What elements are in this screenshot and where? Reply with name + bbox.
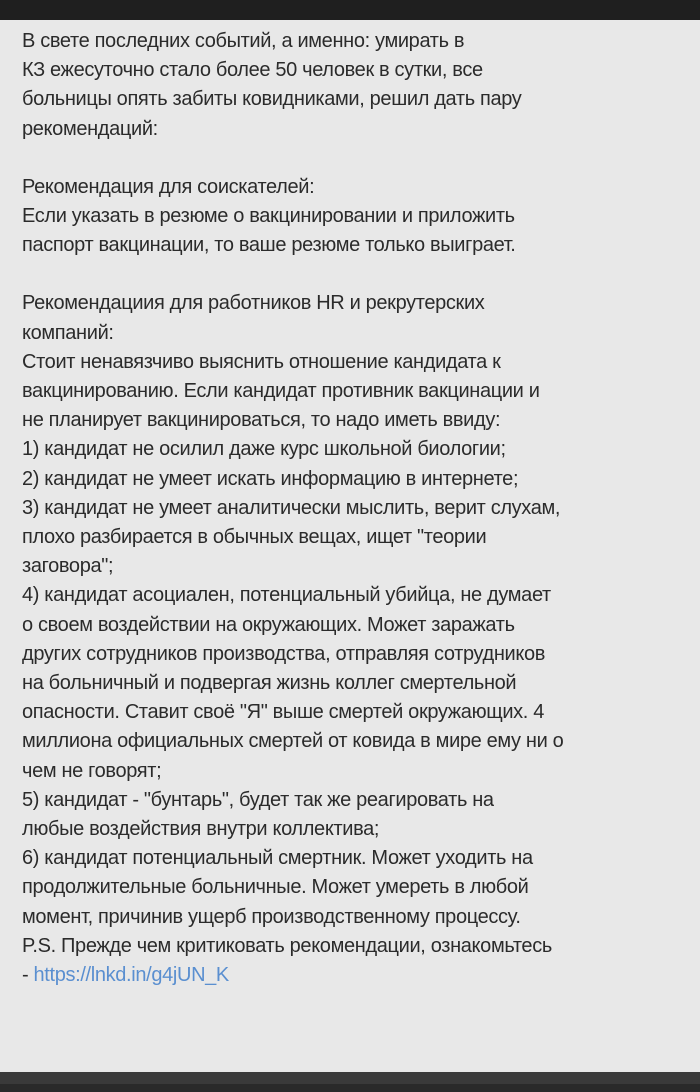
list-item: 2) кандидат не умеет искать информацию в интернете;: [22, 467, 519, 490]
section-heading: Рекомендация для соискателей:: [22, 175, 315, 198]
lnkd-link[interactable]: https://lnkd.in/g4jUN_K: [33, 964, 229, 987]
text-line: продолжительные больничные. Может умереть в любой: [22, 876, 529, 899]
text-line: миллиона официальных смертей от ковида в мире ему ни о: [22, 730, 564, 753]
text-line: больницы опять забиты ковидниками, решил дать пару: [22, 88, 522, 111]
text-line: других сотрудников производства, отправляя сотрудников: [22, 642, 546, 665]
list-item: 5) кандидат - "бунтарь", будет так же реагировать на: [22, 788, 494, 811]
link-prefix: -: [22, 964, 34, 987]
text-line: любые воздействия внутри коллектива;: [22, 818, 380, 841]
postscript-line: P.S. Прежде чем критиковать рекомендации, ознакомьтесь: [22, 934, 552, 957]
text-line: заговора";: [22, 555, 114, 578]
text-line: не планирует вакцинироваться, то надо иметь ввиду:: [22, 409, 501, 432]
list-item: 3) кандидат не умеет аналитически мыслить, верит слухам,: [22, 496, 561, 519]
bottom-bar-strip: [0, 1072, 700, 1084]
text-line: КЗ ежесуточно стало более 50 человек в сутки, все: [22, 59, 483, 82]
link-line: [22, 961, 688, 990]
list-item: 4) кандидат асоциален, потенциальный убийца, не думает: [22, 584, 551, 607]
paragraph-gap: [22, 260, 688, 289]
applicants-paragraph: [22, 173, 688, 261]
text-line: момент, причинив ущерб производственному процессу.: [22, 905, 521, 928]
text-line: рекомендаций:: [22, 117, 158, 140]
text-line: опасности. Ставит своё "Я" выше смертей окружающих. 4: [22, 701, 544, 724]
top-bar: [0, 0, 700, 20]
text-line: на больничный и подвергая жизнь коллег смертельной: [22, 672, 517, 695]
paragraph-gap: [22, 144, 688, 173]
message-card: [0, 20, 700, 1072]
hr-paragraph: [22, 289, 688, 990]
text-line: плохо разбирается в обычных вещах, ищет "теории: [22, 526, 487, 549]
text-line: компаний:: [22, 321, 114, 344]
text-line: В свете последних событий, а именно: умирать в: [22, 30, 465, 52]
intro-paragraph: [22, 27, 688, 144]
text-line: о своем воздействии на окружающих. Может заражать: [22, 613, 515, 636]
text-line: вакцинированию. Если кандидат противник вакцинации и: [22, 380, 540, 403]
text-line: паспорт вакцинации, то ваше резюме только выиграет.: [22, 234, 516, 257]
bottom-bar: [0, 1072, 700, 1092]
section-heading: Рекомендациия для работников HR и рекрутерских: [22, 292, 485, 315]
list-item: 6) кандидат потенциальный смертник. Может уходить на: [22, 847, 533, 870]
text-line: Если указать в резюме о вакцинировании и приложить: [22, 205, 515, 228]
list-item: 1) кандидат не осилил даже курс школьной биологии;: [22, 438, 506, 461]
text-line: Стоит ненавязчиво выяснить отношение кандидата к: [22, 350, 501, 373]
text-line: чем не говорят;: [22, 759, 162, 782]
